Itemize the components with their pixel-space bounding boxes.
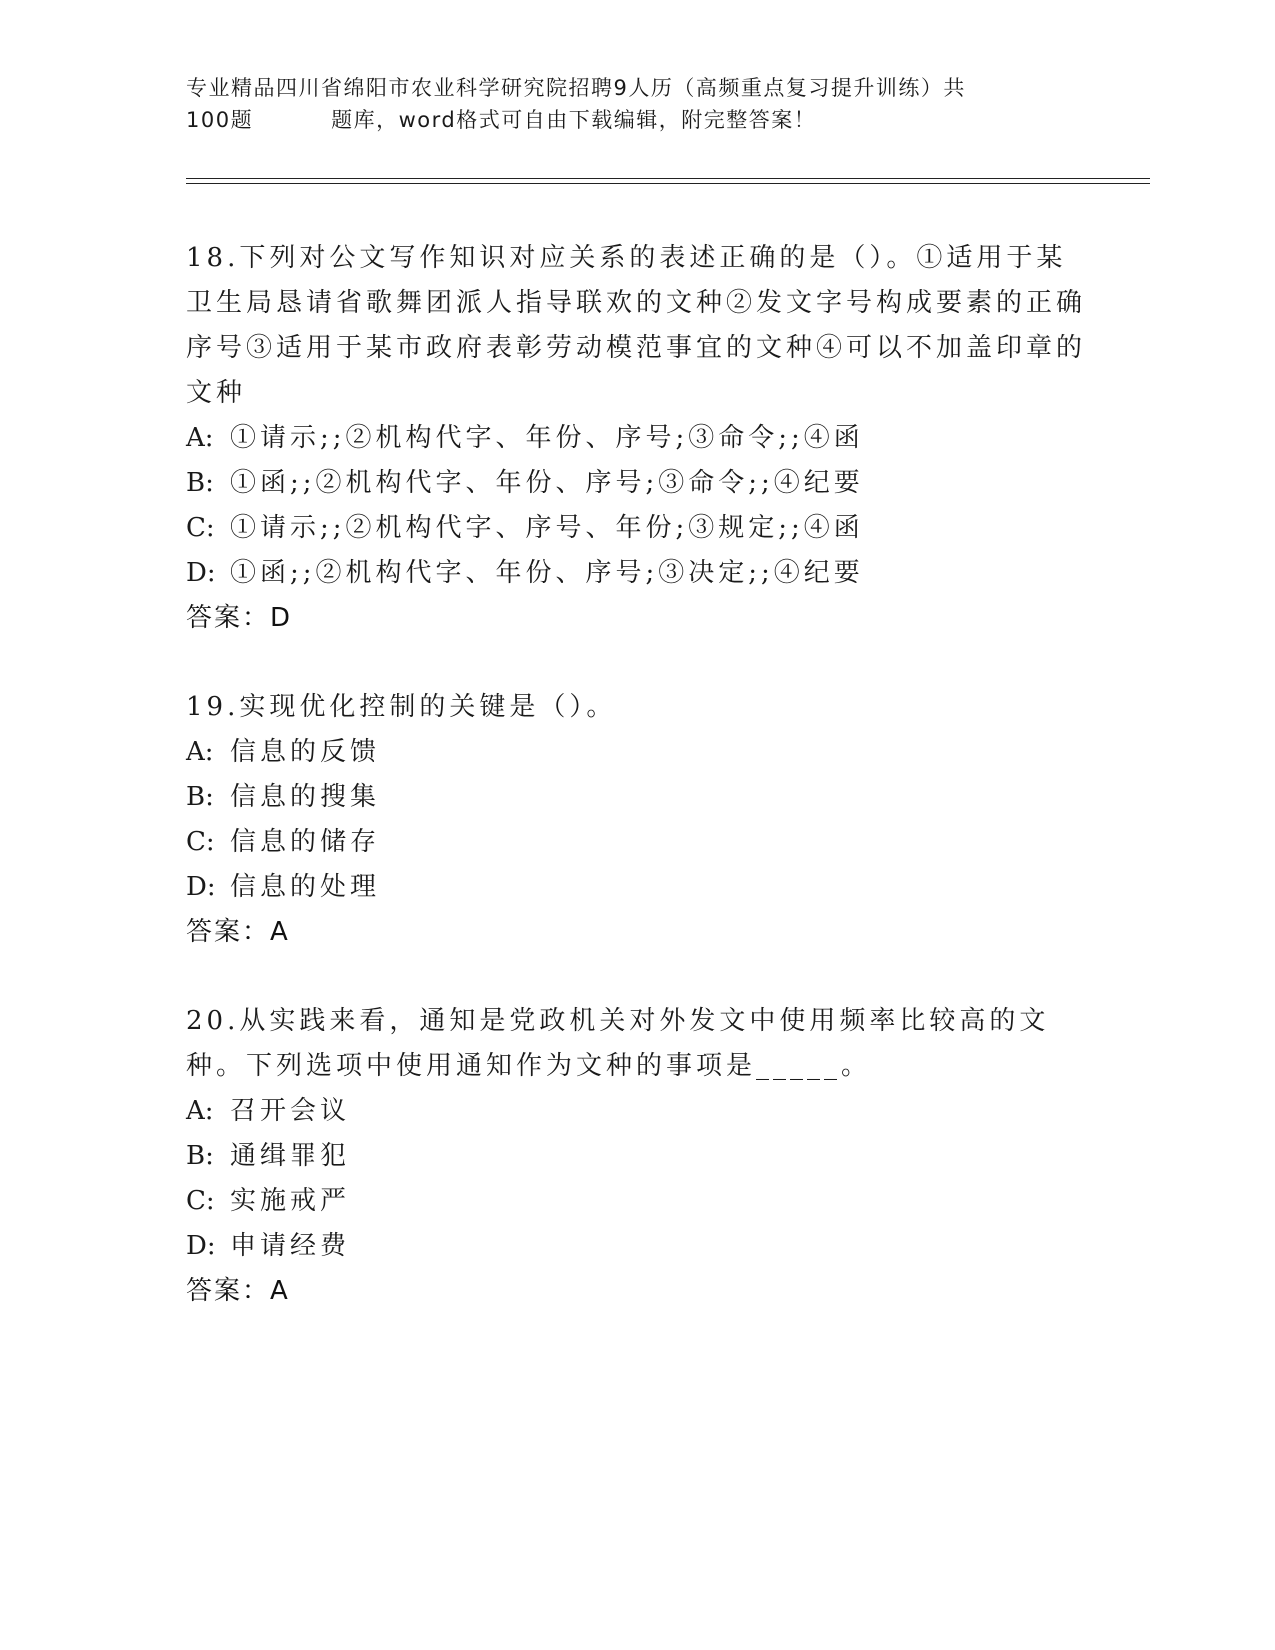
option-c [186, 1179, 1086, 1224]
option-letter: A: [186, 1096, 214, 1126]
document-header [186, 72, 1086, 136]
option-letter: A: [186, 423, 214, 453]
question-stem: 19.实现优化控制的关键是（）。 [186, 692, 617, 722]
option-text: 信息的处理 [230, 872, 381, 902]
option-text: 实施戒严 [230, 1186, 351, 1216]
option-b [186, 1134, 1086, 1179]
option-text: ①请示;;②机构代字、年份、序号;③命令;;④函 [230, 423, 864, 453]
option-letter: C: [186, 827, 215, 857]
option-letter: B: [186, 1141, 214, 1171]
question-stem: 18.下列对公文写作知识对应关系的表述正确的是（）。①适用于某卫生局恳请省歌舞团派人指导联欢的文种②发文字号构成要素的正确序号③适用于某市政府表彰劳动模范事宜的文种④可以不加盖印章的文种 [186, 243, 1087, 408]
header-line-1: 专业精品四川省绵阳市农业科学研究院招聘9人历（高频重点复习提升训练）共 [186, 76, 966, 100]
option-text: ①函;;②机构代字、年份、序号;③决定;;④纪要 [230, 558, 864, 588]
option-letter: A: [186, 737, 214, 767]
header-count: 100题 [186, 108, 254, 132]
option-b [186, 775, 1086, 820]
option-letter: D: [186, 558, 216, 588]
option-letter: D: [186, 1231, 216, 1261]
option-a [186, 730, 1086, 775]
question-18 [186, 236, 1086, 641]
option-b [186, 461, 1086, 506]
option-d [186, 865, 1086, 910]
option-letter: D: [186, 872, 216, 902]
answer-text: 答案：A [186, 1276, 290, 1306]
question-19 [186, 685, 1086, 955]
option-text: ①函;;②机构代字、年份、序号;③命令;;④纪要 [230, 468, 864, 498]
option-text: 申请经费 [230, 1231, 351, 1261]
option-letter: B: [186, 782, 214, 812]
option-c [186, 820, 1086, 865]
option-letter: C: [186, 513, 215, 543]
question-20 [186, 999, 1086, 1314]
option-text: 信息的储存 [230, 827, 381, 857]
option-text: 通缉罪犯 [230, 1141, 351, 1171]
option-text: 信息的反馈 [230, 737, 381, 767]
option-c [186, 506, 1086, 551]
answer-text: 答案：D [186, 603, 293, 633]
question-list [186, 236, 1086, 1358]
option-text: ①请示;;②机构代字、序号、年份;③规定;;④函 [230, 513, 864, 543]
header-line-2 [186, 104, 1086, 136]
option-text: 召开会议 [230, 1096, 351, 1126]
option-text: 信息的搜集 [230, 782, 381, 812]
option-a [186, 416, 1086, 461]
option-d [186, 551, 1086, 596]
question-stem: 20.从实践来看，通知是党政机关对外发文中使用频率比较高的文种。下列选项中使用通知作为文种的事项是_____。 [186, 1006, 1050, 1081]
header-divider-bottom [186, 183, 1150, 184]
option-d [186, 1224, 1086, 1269]
header-divider-top [186, 178, 1150, 179]
option-letter: C: [186, 1186, 215, 1216]
header-description: 题库，word格式可自由下载编辑，附完整答案！ [331, 108, 817, 132]
option-a [186, 1089, 1086, 1134]
option-letter: B: [186, 468, 214, 498]
answer-text: 答案：A [186, 917, 290, 947]
